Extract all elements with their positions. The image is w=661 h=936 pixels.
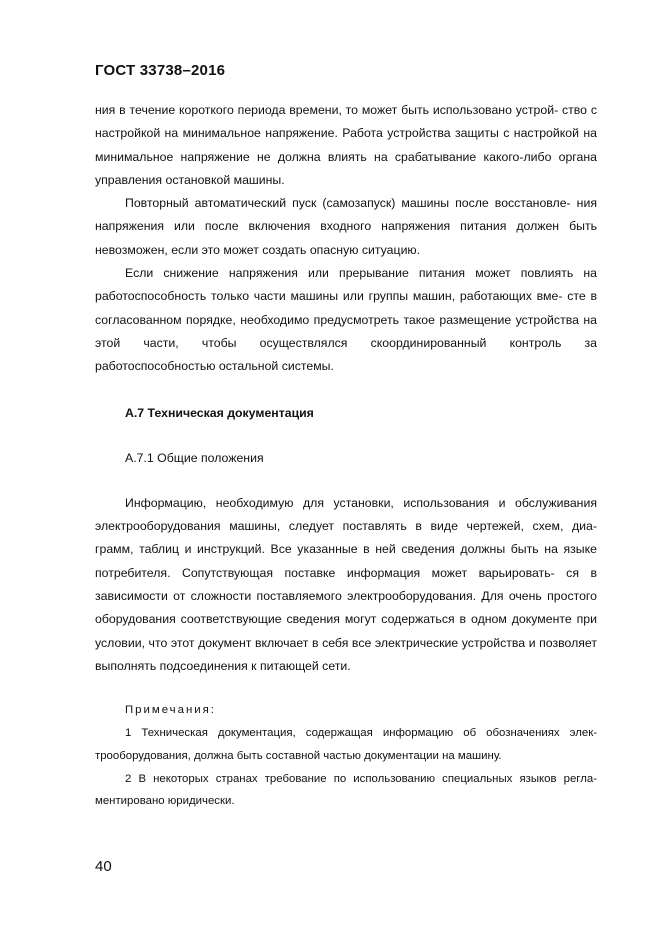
paragraph-continuation: ния в течение короткого периода времени, то может быть использовано устрой- ство с настройкой на минимальное напряжение. Работа устройства защиты с настройкой на минимальное напряжение не должна влиять на срабатывание какого-либо органа управления остановкой машины.	[95, 103, 597, 187]
document-header: ГОСТ 33738–2016	[95, 62, 226, 79]
notes-block	[95, 699, 597, 813]
note-item-2: 2 В некоторых странах требование по использованию специальных языков регла- ментировано юридически.	[95, 772, 597, 808]
page-number: 40	[95, 858, 112, 875]
notes-title: Примечания:	[125, 704, 216, 717]
paragraph-partial-power: Если снижение напряжения или прерывание питания может повлиять на работоспособность только части машины или группы машин, работающих вме- сте в согласованном порядке, необходимо предусмотреть такое размещение устройства на этой части, чтобы осуществлялся скоординированный контроль за работоспособностью остальной системы.	[95, 266, 597, 374]
subsection-heading: А.7.1 Общие положения	[125, 450, 264, 465]
paragraph-documentation-info: Информацию, необходимую для установки, использования и обслуживания электрооборудования машины, следует поставлять в виде чертежей, схем, диа- грамм, таблиц и инструкций. Все указанные в ней сведения должны быть на языке потребителя. Сопутствующая поставке информация может варьировать- ся в зависимости от сложности поставляемого электрооборудования. Для очень простого оборудования соответствующие сведения могут содержаться в одном документе при условии, что этот документ включает в себя все электрические устройства и позволяет выполнять подсоединения к питающей сети.	[95, 495, 597, 673]
paragraph-auto-restart: Повторный автоматический пуск (самозапуск) машины после восстановле- ния напряжения или после включения входного напряжения питания должен быть невозможен, если это может создать опасную ситуацию.	[95, 196, 597, 257]
section-heading: А.7 Техническая документация	[125, 405, 314, 420]
note-item-1: 1 Техническая документация, содержащая информацию об обозначениях элек- трооборудования, должна быть составной частью документации на машину.	[95, 727, 597, 762]
page-body	[95, 99, 597, 813]
